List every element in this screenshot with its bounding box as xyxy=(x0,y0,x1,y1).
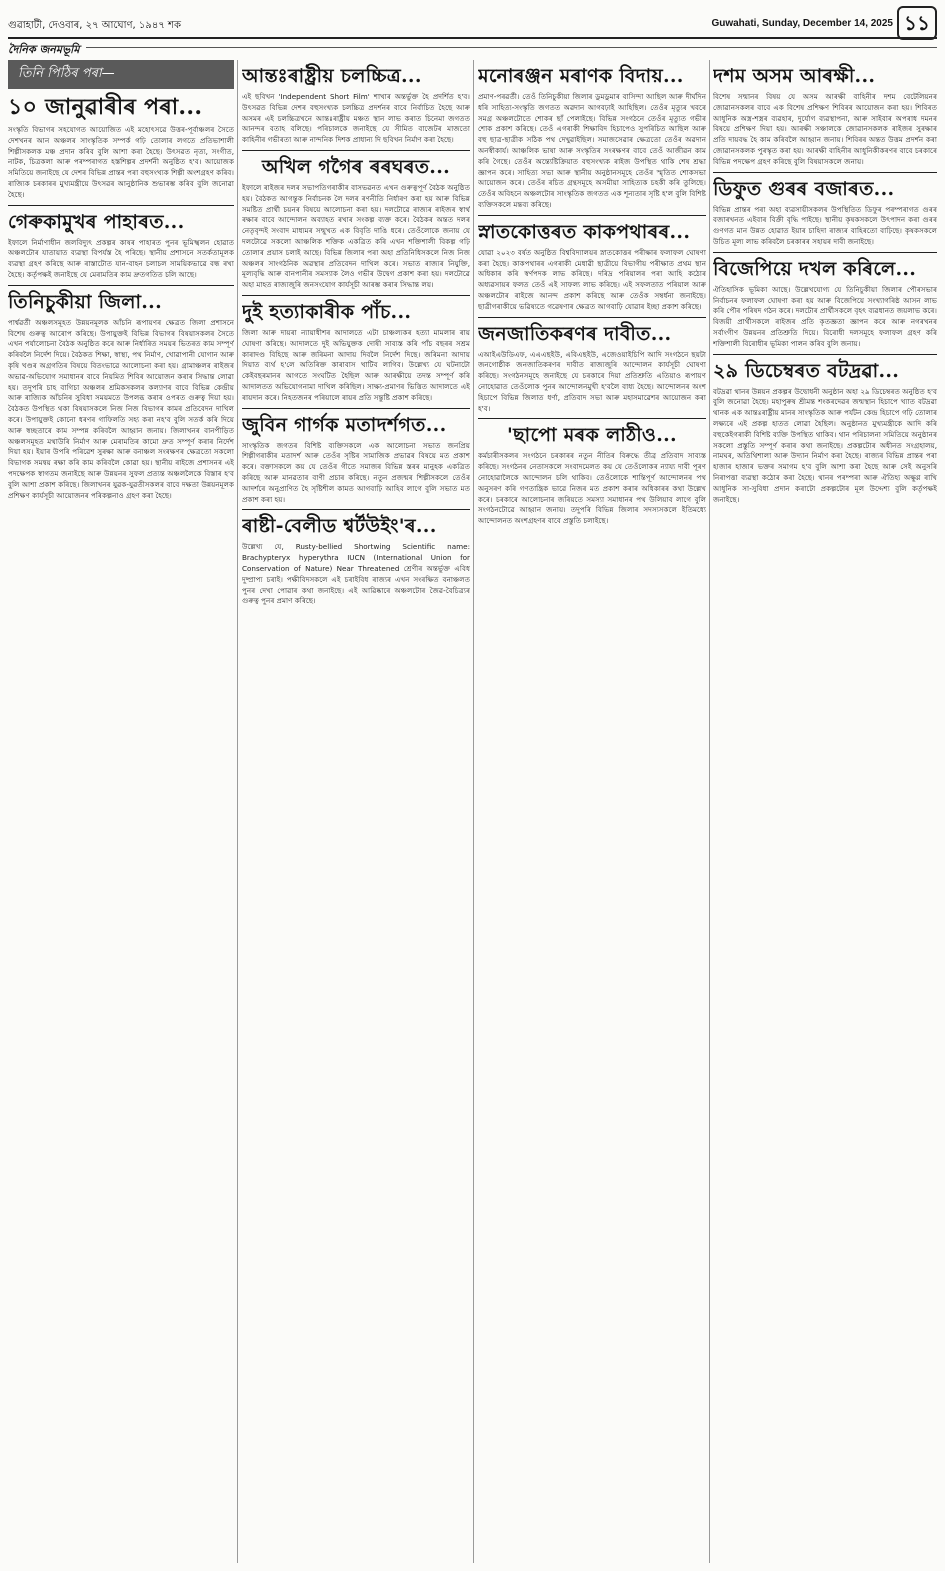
column-1 xyxy=(8,60,234,1563)
headline-bjp-captures: বিজেপিয়ে দখল কৰিলে... xyxy=(713,257,917,280)
article-manoranjan-moran: প্ৰমাণ-পৰৱৰ্তী। তেওঁ তিনিচুকীয়া জিলাৰ ডুমডুমাৰ বাসিন্দা আছিল আৰু দীৰ্ঘদিন ধৰি সাহিত্য-সংস্কৃতি জগতত অৱদান আগবঢ়াই আহিছিল। তেওঁৰ মৃত্যুৰ খবৰে সমগ্ৰ অঞ্চলটোতে শোকৰ ছাঁ পেলাইছে। বিভিন্ন সংগঠনে তেওঁৰ মৃত্যুত গভীৰ শোক প্ৰকাশ কৰিছে। তেওঁ এগৰাকী শিক্ষাবিদ হিচাপেও সুপৰিচিত আছিল আৰু বহু ছাত্ৰ-ছাত্ৰীক সঠিক পথ দেখুৱাইছিল। সমাজসেৱাৰ ক্ষেত্ৰতো তেওঁৰ অৱদান অনস্বীকাৰ্য। আঞ্চলিক ভাষা আৰু সংস্কৃতিৰ সংৰক্ষণৰ বাবে তেওঁ আজীৱন কাম কৰি গৈছে। তেওঁৰ অন্ত্যেষ্টিক্ৰিয়াত বহুসংখ্যক ৰাইজ উপস্থিত থাকি শেষ শ্ৰদ্ধা জ্ঞাপন কৰে। সাহিত্য সভা আৰু স্থানীয় অনুষ্ঠানসমূহে তেওঁৰ স্মৃতিত শোকসভা আয়োজন কৰে। তেওঁৰ ৰচিত গ্ৰন্থসমূহে অসমীয়া সাহিত্যক চহকী কৰি তুলিছে। তেওঁৰ অবিহনে অঞ্চলটোৰ সাংস্কৃতিক জগতত এক শূন্যতাৰ সৃষ্টি হ'ল বুলি বিশিষ্ট ব্যক্তিসকলে মন্তব্য কৰিছে। xyxy=(478,92,706,209)
article-batadrava: বটদ্ৰৱা থানৰ উন্নয়ন প্ৰকল্পৰ উদ্বোধনী অনুষ্ঠান অহা ২৯ ডিচেম্বৰত অনুষ্ঠিত হ'ব বুলি জনোৱা হৈছে। মহাপুৰুষ শ্ৰীমন্ত শংকৰদেৱৰ জন্মস্থান হিচাপে খ্যাত বটদ্ৰৱা থানক এক আন্তঃৰাষ্ট্ৰীয় মানৰ সাংস্কৃতিক আৰু পৰ্যটন কেন্দ্ৰ হিচাপে গঢ়ি তোলাৰ লক্ষ্যৰে এই প্ৰকল্প হাতত লোৱা হৈছিল। অনুষ্ঠানত মুখ্যমন্ত্ৰীকে আদি কৰি বহুকেইগৰাকী বিশিষ্ট ব্যক্তি উপস্থিত থাকিব। থান পৰিচালনা সমিতিয়ে অনুষ্ঠানৰ সকলো প্ৰস্তুতি সম্পূৰ্ণ কৰাৰ কথা জনাইছে। প্ৰকল্পটোৰ অধীনত সংগ্ৰহালয়, নামঘৰ, অতিথিশালা আৰু উদ্যান নিৰ্মাণ কৰা হৈছে। ৰাজ্যৰ বিভিন্ন প্ৰান্তৰ পৰা হাজাৰ হাজাৰ ভক্তৰ সমাগম হ'ব বুলি আশা কৰা হৈছে আৰু সেই অনুসৰি নিৰাপত্তা ব্যৱস্থা কঠোৰ কৰা হৈছে। থানৰ পৰম্পৰা আৰু ঐতিহ্য অক্ষুণ্ণ ৰাখি আধুনিক সা-সুবিধা প্ৰদান কৰাটো প্ৰকল্পটোৰ মূল উদ্দেশ্য বুলি কৰ্তৃপক্ষই জনাইছে। xyxy=(713,386,937,504)
headline-two-murderers: দুই হত্যাকাৰীক পাঁচ... xyxy=(242,300,412,323)
headline-snake-stick: 'ছাপো মৰক লাঠীও... xyxy=(507,424,677,447)
article-assam-police: বিশেষ সন্মানৰ বিষয় যে অসম আৰক্ষী বাহিনীৰ দশম বেটেলিয়নৰ জোৱানসকলৰ বাবে এক বিশেষ প্ৰশিক্ষণ শিবিৰৰ আয়োজন কৰা হয়। শিবিৰত আধুনিক অস্ত্ৰ-শস্ত্ৰৰ ব্যৱহাৰ, দুৰ্যোগ ব্যৱস্থাপনা, আৰু সাইবাৰ অপৰাধ দমনৰ বিষয়ে প্ৰশিক্ষণ দিয়া হয়। আৰক্ষী সঞ্চালকে জোৱানসকলক ৰাইজৰ সুৰক্ষাৰ প্ৰতি দায়বদ্ধ হৈ কাম কৰিবলৈ আহ্বান জনায়। শিবিৰৰ অন্তত উত্তম প্ৰদৰ্শন কৰা জোৱানসকলক পুৰস্কৃত কৰা হয়। আৰক্ষী বাহিনীৰ আধুনিকীকৰণৰ বাবে চৰকাৰে বিভিন্ন পদক্ষেপ গ্ৰহণ কৰিছে বুলি বিষয়াসকলে জনায়। xyxy=(713,92,937,166)
article-divider xyxy=(242,150,470,151)
article-divider xyxy=(8,285,234,286)
article-divider xyxy=(478,418,706,419)
headline-postgraduate: স্নাতকোত্তৰত কাকপথাৰৰ... xyxy=(478,220,691,243)
article-january-10: সংস্কৃতি বিভাগৰ সহযোগত আয়োজিত এই মহোৎসৱে উত্তৰ-পূৰ্বাঞ্চলৰ সৈতে দেশখনৰ আন অঞ্চলৰ সাংস্কৃতিক সম্পৰ্ক গঢ়ি তোলাৰ লগতে প্ৰতিভাশালী শিল্পীসকলক মঞ্চ প্ৰদান কৰিব বুলি আশা কৰা হৈছে। উৎসৱত নৃত্য, সংগীত, নাটক, চিত্ৰকলা আৰু পৰম্পৰাগত হস্তশিল্পৰ প্ৰদৰ্শনী অনুষ্ঠিত হ'ব। আয়োজক সমিতিয়ে জনাইছে যে দেশৰ বিভিন্ন প্ৰান্তৰ পৰা বহুসংখ্যক শিল্পী অংশগ্ৰহণ কৰিব। ৰাজ্যিক চৰকাৰৰ মুখ্যমন্ত্ৰীয়ে উৎসৱৰ আনুষ্ঠানিক শুভাৰম্ভ কৰিব বুলি জনোৱা হৈছে। xyxy=(8,125,234,199)
article-divider xyxy=(242,509,470,510)
headline-gerukamukh: গেৰুকামুখৰ পাহাৰত... xyxy=(8,210,185,233)
continued-banner: তিনি পিঠিৰ পৰা— xyxy=(8,60,234,89)
header-rule xyxy=(8,37,937,39)
article-postgraduate: যোৱা ২০২৩ বৰ্ষত অনুষ্ঠিত বিশ্ববিদ্যালয়ৰ স্নাতকোত্তৰ পৰীক্ষাৰ ফলাফল ঘোষণা কৰা হৈছে। কাকপথাৰৰ এগৰাকী মেধাৱী ছাত্ৰীয়ে বিভাগীয় পৰীক্ষাত প্ৰথম স্থান অধিকাৰ কৰি স্বৰ্ণপদক লাভ কৰিছে। দৰিদ্ৰ পৰিয়ালৰ পৰা আহি কঠোৰ অধ্যৱসায়ৰ ফলত তেওঁ এই সাফল্য লাভ কৰিছে। এই সফলতাত পৰিয়াল আৰু অঞ্চলটোৰ ৰাইজে আনন্দ প্ৰকাশ কৰিছে আৰু তেওঁক সম্বৰ্ধনা জনাইছে। ছাত্ৰীগৰাকীয়ে ভৱিষ্যতে গৱেষণাৰ ক্ষেত্ৰত আগবাঢ়ি যোৱাৰ ইচ্ছা প্ৰকাশ কৰিছে। xyxy=(478,247,706,311)
article-gerukamukh: ইফালে নিৰ্মাণাধীন জলবিদ্যুৎ প্ৰকল্পৰ কাষৰ পাহাৰত পুনৰ ভূমিস্খলন হোৱাত অঞ্চলটোৰ যাতায়াত ব্যৱস্থা বিপৰ্যস্ত হৈ পৰিছে। স্থানীয় প্ৰশাসনে সতৰ্কতামূলক ব্যৱস্থা গ্ৰহণ কৰিছে আৰু ৰাস্তাটোত যান-বাহন চলাচল সাময়িকভাৱে বন্ধ ৰখা হৈছে। কৰ্তৃপক্ষই জনাইছে যে মেৰামতিৰ কাম দ্ৰুতগতিত চলি আছে। xyxy=(8,237,234,279)
date-english: Guwahati, Sunday, December 14, 2025 xyxy=(711,18,893,29)
article-international-film: এই ছবিখন 'Independent Short Film' শাখাৰ অন্তৰ্ভুক্ত হৈ প্ৰদৰ্শিত হ'ব। উৎসৱত বিভিন্ন দেশৰ বহুসংখ্যক চলচ্চিত্ৰ প্ৰদৰ্শনৰ বাবে নিৰ্বাচিত হৈছে আৰু অসমৰ এই চলচ্চিত্ৰখনে আন্তঃৰাষ্ট্ৰীয় মঞ্চত স্থান লাভ কৰাত চিনেমা জগতত আনন্দৰ বতাহ বলিছে। পৰিচালকে জনাইছে যে সীমিত বাজেটৰ মাজতো কাহিনীৰ গভীৰতা আৰু নান্দনিক দিশক প্ৰাধান্য দি ছবিখন নিৰ্মাণ কৰা হৈছে। xyxy=(242,92,470,145)
headline-tinsukia-district: তিনিচুকীয়া জিলা... xyxy=(8,290,163,313)
column-4 xyxy=(713,60,937,1563)
headline-manoranjan-moran: মনোৰঞ্জন মৰাণক বিদায়... xyxy=(478,65,684,87)
date-assamese: গুৱাহাটী, দেওবাৰ, ২৭ আঘোণ, ১৯৪৭ শক xyxy=(8,20,181,31)
article-two-murderers: জিলা আৰু দায়ৰা ন্যায়াধীশৰ আদালতে এটা চাঞ্চল্যকৰ হত্যা মামলাৰ ৰায় ঘোষণা কৰিছে। আদালতে দুই অভিযুক্তক দোষী সাব্যস্ত কৰি পাঁচ বছৰৰ সশ্ৰম কাৰাদণ্ড বিহিছে আৰু জৰিমনা আদায় দিবলৈ নিৰ্দেশ দিছে। জৰিমনা আদায় দিয়াত ব্যৰ্থ হ'লে অতিৰিক্ত কাৰাবাস খাটিব লাগিব। উল্লেখ্য যে ঘটনাটো কেইবছৰমানৰ আগতে সংঘটিত হৈছিল আৰু আৰক্ষীয়ে তদন্ত সম্পূৰ্ণ কৰি আদালতত অভিযোগনামা দাখিল কৰিছিল। সাক্ষ্য-প্ৰমাণৰ ভিত্তিত আদালতে এই ৰায়দান কৰে। নিহতজনৰ পৰিয়ালে ৰায়ৰ প্ৰতি সন্তুষ্টি প্ৰকাশ কৰিছে। xyxy=(242,327,470,402)
headline-akhil-gogoi: অখিল গগৈৰ ৰৰঘৰত... xyxy=(261,155,451,178)
article-divider xyxy=(8,205,234,206)
article-shortwing: উল্লেখ্য যে, Rusty-bellied Shortwing Scientific name: Brachypteryx hyperythra IUCN (International Union for Conservation of Nature) Near Threatened শ্ৰেণীৰ অন্তৰ্ভুক্ত এবিধ দুষ্প্ৰাপ্য চৰাই। পক্ষীবিদসকলে এই চৰাইবিধ ৰাজ্যৰ এখন সংৰক্ষিত বনাঞ্চলত পুনৰ দেখা পোৱাৰ কথা জনাইছে। এই আৱিষ্কাৰে অঞ্চলটোৰ জৈৱ-বৈচিত্ৰ্যৰ গুৰুত্ব পুনৰ প্ৰমাণ কৰিছে। xyxy=(242,542,470,606)
headline-diphu-jaggery: ডিফুত গুৰৰ বজাৰত... xyxy=(713,177,895,200)
headline-shortwing: ৰাষ্টী-বেলীড শ্বৰ্টউইং'ৰ... xyxy=(242,515,437,538)
article-tinsukia-district: পাৰ্শ্বৱৰ্তী অঞ্চলসমূহত উন্নয়নমূলক আঁচনি ৰূপায়ণৰ ক্ষেত্ৰত জিলা প্ৰশাসনে বিশেষ গুৰুত্ব আৰোপ কৰিছে। উপায়ুক্তই বিভিন্ন বিভাগৰ বিষয়াসকলৰ সৈতে এখন পৰ্যালোচনা বৈঠক অনুষ্ঠিত কৰে আৰু নিৰ্ধাৰিত সময়ৰ ভিতৰত কাম সম্পূৰ্ণ কৰিবলৈ নিৰ্দেশ দিয়ে। বৈঠকত শিক্ষা, স্বাস্থ্য, পথ নিৰ্মাণ, খোৱাপানী যোগান আৰু কৃষি খণ্ডৰ অগ্ৰগতিৰ বিষয়ে বিতংভাৱে আলোচনা কৰা হয়। গ্ৰামাঞ্চলৰ ৰাইজৰ অভাৱ-অভিযোগ সমাধানৰ বাবে নিয়মিত শিবিৰ আয়োজন কৰাৰ সিদ্ধান্ত লোৱা হয়। তদুপৰি চাহ বাগিচা অঞ্চলৰ শ্ৰমিকসকলৰ কল্যাণৰ বাবে বিভিন্ন কেন্দ্ৰীয় আৰু ৰাজ্যিক আঁচনিৰ সুবিধা সময়মতে উপলব্ধ কৰাৰ ওপৰত গুৰুত্ব দিয়া হয়। বৈঠকত উপস্থিত থকা বিষয়াসকলে নিজ নিজ বিভাগৰ কামৰ প্ৰতিবেদন দাখিল কৰে। উপায়ুক্তই কোনো ধৰণৰ গাফিলতি সহ্য কৰা নহ'ব বুলি সতৰ্ক কৰি দিয়ে আৰু স্বচ্ছতাৰে কাম সম্পন্ন কৰিবলৈ আহ্বান জনায়। জিলাখনৰ বানপীড়িত অঞ্চলসমূহত মথাউৰি নিৰ্মাণ আৰু মেৰামতিৰ কামো দ্ৰুত সম্পূৰ্ণ কৰাৰ নিৰ্দেশ দিয়া হয়। ইয়াৰ উপৰি পৰিৱেশ সুৰক্ষা আৰু বনাঞ্চল সংৰক্ষণৰ ক্ষেত্ৰতো সকলো বিভাগক সমন্বয় ৰক্ষা কৰি কাম কৰিবলৈ কোৱা হয়। স্থানীয় ৰাইজে প্ৰশাসনৰ এই পদক্ষেপক স্বাগতম জনাইছে আৰু উন্নয়নৰ সুফল প্ৰত্যন্ত অঞ্চললৈকে বিস্তাৰ হ'ব বুলি আশা প্ৰকাশ কৰিছে। জিলাখনৰ যুৱক-যুৱতীসকলৰ বাবে দক্ষতা উন্নয়নমূলক প্ৰশিক্ষণ কাৰ্যসূচী আয়োজনৰ পৰিকল্পনাও গ্ৰহণ কৰা হৈছে। xyxy=(8,317,234,500)
article-divider xyxy=(713,252,937,253)
article-divider xyxy=(713,354,937,355)
article-diphu-jaggery: বিভিন্ন প্ৰান্তৰ পৰা অহা ব্যৱসায়ীসকলৰ উপস্থিতিত ডিফুৰ পৰম্পৰাগত গুৰৰ বজাৰখনত এইবাৰ বিক্ৰী বৃদ্ধি পাইছে। স্থানীয় কৃষকসকলে উৎপাদন কৰা গুৰৰ গুণগত মান উন্নত হোৱাত ইয়াৰ চাহিদা ৰাজ্যৰ বাহিৰতো বাঢ়িছে। কৃষকসকলে উচিত মূল্য লাভ কৰিবলৈ চৰকাৰৰ সহায়ৰ দাবী জনাইছে। xyxy=(713,204,937,246)
headline-zubeen-garg: জুবিন গাৰ্গক মতাদৰ্শগত... xyxy=(242,413,447,436)
headline-assam-police: দশম অসম আৰক্ষী... xyxy=(713,65,876,87)
page-header xyxy=(8,6,937,54)
article-divider xyxy=(713,172,937,173)
article-divider xyxy=(242,408,470,409)
page-number: ১১ xyxy=(897,6,937,40)
column-divider xyxy=(237,60,238,1563)
article-divider xyxy=(242,295,470,296)
column-2 xyxy=(242,60,470,1563)
article-divider xyxy=(478,317,706,318)
column-3 xyxy=(478,60,706,1563)
article-snake-stick: কৰ্মচাৰীসকলৰ সংগঠনে চৰকাৰৰ নতুন নীতিৰ বিৰুদ্ধে তীব্ৰ প্ৰতিবাদ সাব্যস্ত কৰিছে। সংগঠনৰ নেতাসকলে সংবাদমেলত কয় যে তেওঁলোকৰ ন্যায্য দাবী পূৰণ নোহোৱালৈকে আন্দোলন চলি থাকিব। তেওঁলোকে শান্তিপূৰ্ণ আন্দোলনৰ পথ অনুসৰণ কৰি গণতান্ত্ৰিক ভাৱে নিজৰ মত প্ৰকাশ কৰাৰ অধিকাৰৰ কথা উল্লেখ কৰে। চৰকাৰে আলোচনাৰ জৰিয়তে সমস্যা সমাধানৰ পথ উলিয়াব লাগে বুলি সংগঠনটোৱে আহ্বান জনায়। তদুপৰি বিভিন্ন জিলাৰ সদস্যসকলে ইতিমধ্যে আন্দোলনত অংশগ্ৰহণৰ বাবে প্ৰস্তুতি চলাইছে। xyxy=(478,451,706,526)
article-tribal-status: এআইএউডিএফ, এএএছইউ, এবিএছইউ, এজেওয়াইচিপি আদি সংগঠনে ছয়টা জনগোষ্ঠীক জনজাতিকৰণৰ দাবীত ৰাজ্যজুৰি আন্দোলন কাৰ্যসূচী ঘোষণা কৰিছে। সংগঠনসমূহে জনাইছে যে চৰকাৰে দিয়া প্ৰতিশ্ৰুতি এতিয়াও ৰূপায়ণ নোহোৱাত তেওঁলোক পুনৰ আন্দোলনমুখী হ'বলৈ বাধ্য হৈছে। আন্দোলনৰ অংশ হিচাপে বিভিন্ন জিলাত ধৰ্ণা, প্ৰতিবাদ সভা আৰু মহাসমাৱেশৰ আয়োজন কৰা হ'ব। xyxy=(478,349,706,413)
article-zubeen-garg: সাংস্কৃতিক জগতৰ বিশিষ্ট ব্যক্তিসকলে এক আলোচনা সভাত জনপ্ৰিয় শিল্পীগৰাকীৰ মতাদৰ্শ আৰু তেওঁৰ সৃষ্টিৰ সামাজিক প্ৰভাৱৰ বিষয়ে মত প্ৰকাশ কৰে। বক্তাসকলে কয় যে তেওঁৰ গীতে সমাজৰ বিভিন্ন স্তৰৰ মানুহক একত্ৰিত কৰিছে আৰু মানৱতাৰ বাণী প্ৰচাৰ কৰিছে। নতুন প্ৰজন্মৰ শিল্পীসকলে তেওঁৰ আদৰ্শৰে অনুপ্ৰাণিত হৈ সৃষ্টিশীল কামত আগবাঢ়ি আহিব লাগে বুলি সভাত মত প্ৰকাশ কৰা হয়। xyxy=(242,440,470,504)
headline-january-10: ১০ জানুৱাৰীৰ পৰা... xyxy=(8,94,203,120)
headline-batadrava: ২৯ ডিচেম্বৰত বটদ্ৰৱা... xyxy=(713,359,900,382)
headline-international-film: আন্তঃৰাষ্ট্ৰীয় চলচ্চিত্ৰ... xyxy=(242,65,422,87)
headline-tribal-status: জনজাতিকৰণৰ দাবীত... xyxy=(478,322,672,345)
article-bjp-captures: ঐতিহাসিক ভূমিকা আছে। উল্লেখযোগ্য যে তিনিচুকীয়া জিলাৰ পৌৰসভাৰ নিৰ্বাচনৰ ফলাফল ঘোষণা কৰা হয় আৰু বিজেপিয়ে সংখ্যাগৰিষ্ঠ আসন লাভ কৰি পৌৰ পৰিষদ গঠন কৰে। দলটোৰ প্ৰাৰ্থীসকলে বৃহৎ ব্যৱধানত জয়লাভ কৰে। বিজয়ী প্ৰাৰ্থীসকলে ৰাইজৰ প্ৰতি কৃতজ্ঞতা জ্ঞাপন কৰে আৰু নগৰখনৰ সৰ্বাংগীণ উন্নয়নৰ প্ৰতিশ্ৰুতি দিয়ে। বিৰোধী দলসমূহে ফলাফল গ্ৰহণ কৰি শক্তিশালী বিৰোধীৰ ভূমিকা পালন কৰিব বুলি জনায়। xyxy=(713,284,937,348)
article-akhil-gogoi: ইফালে ৰাইজৰ দলৰ সভাপতিগৰাকীৰ বাসভৱনত এখন গুৰুত্বপূৰ্ণ বৈঠক অনুষ্ঠিত হয়। বৈঠকত আগন্তুক নিৰ্বাচনক লৈ দলৰ ৰণনীতি নিৰ্ধাৰণ কৰা হয় আৰু বিভিন্ন সমষ্টিত প্ৰাৰ্থী চয়নৰ বিষয়ে আলোচনা কৰা হয়। দলটোৱে ৰাজ্যৰ ৰাইজৰ স্বাৰ্থ ৰক্ষাৰ বাবে আন্দোলন অব্যাহত ৰখাৰ সংকল্প ব্যক্ত কৰে। বৈঠকৰ অন্তত দলৰ নেতৃবৃন্দই সংবাদ মাধ্যমৰ সন্মুখত এক বিবৃতি দাঙি ধৰে। তেওঁলোকে জনায় যে দলটোৱে সকলো আঞ্চলিক শক্তিক একত্ৰিত কৰি এখন শক্তিশালী বিকল্প গঢ়ি তোলাৰ প্ৰয়াস চলাই আছে। বিভিন্ন জিলাৰ পৰা অহা প্ৰতিনিধিসকলে নিজ নিজ অঞ্চলৰ সাংগঠনিক অৱস্থাৰ প্ৰতিবেদন দাখিল কৰে। সভাত ৰাজ্যৰ নিযুক্তি, মূল্যবৃদ্ধি আৰু বানপানীৰ সমস্যাক লৈও গভীৰ উদ্বেগ প্ৰকাশ কৰা হয়। দলটোৱে অহা মাহত ৰাজ্যজুৰি জনসংযোগ কাৰ্যসূচী আৰম্ভ কৰাৰ সিদ্ধান্ত লয়। xyxy=(242,182,470,290)
newspaper-name: দৈনিক জনমভূমি xyxy=(8,43,80,56)
header-subrule xyxy=(86,47,937,48)
column-divider xyxy=(709,60,710,1563)
column-divider xyxy=(473,60,474,1563)
article-divider xyxy=(478,215,706,216)
